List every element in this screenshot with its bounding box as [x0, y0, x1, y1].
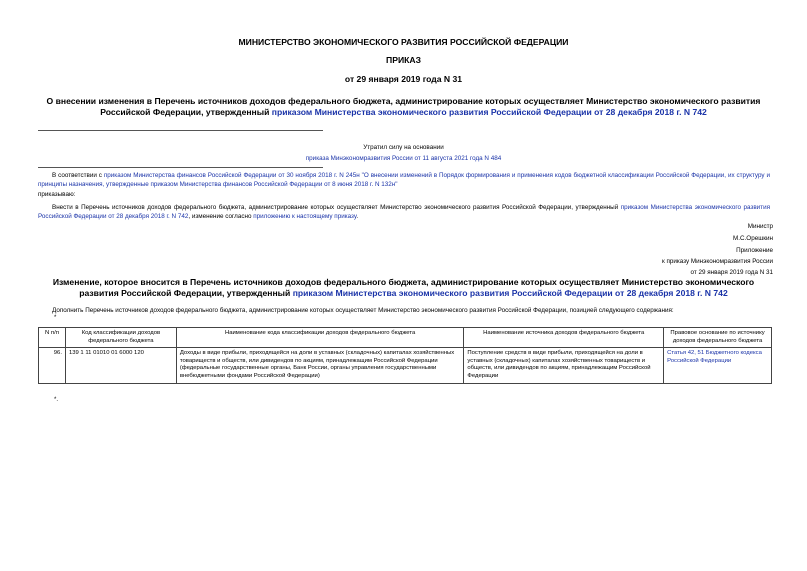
table-header-row	[39, 328, 772, 348]
cell-code: 139 1 11 01010 01 6000 120	[65, 348, 176, 383]
status-divider	[38, 167, 323, 168]
header-legal-basis: Правовое основание по источнику доходов федерального бюджета	[664, 328, 772, 348]
footnote-marker: *.	[54, 397, 59, 403]
table-row	[39, 348, 772, 383]
appendix-title-link[interactable]: приказом Министерства экономического развития Российской Федерации от 28 декабря 2018 г. N 742	[292, 288, 728, 298]
signature-block	[733, 222, 773, 243]
repeal-order-link[interactable]: приказа Минэкономразвития России от 11 августа 2021 года N 484	[305, 155, 502, 162]
ministry-heading: МИНИСТЕРСТВО ЭКОНОМИЧЕСКОГО РАЗВИТИЯ РОССИЙСКОЙ ФЕДЕРАЦИИ	[238, 37, 569, 47]
repeal-status	[200, 143, 607, 163]
body-text-1: Внести в Перечень источников доходов федерального бюджета, администрирование которых осуществляет Министерство экономического развития Российской Федерации, утвержденный	[52, 204, 621, 211]
appendix-title	[34, 277, 773, 299]
preamble-paragraph	[38, 171, 770, 189]
doc-type-heading: ПРИКАЗ	[386, 55, 421, 65]
preamble-text: В соответствии с	[52, 172, 104, 179]
cell-code-name: Доходы в виде прибыли, приходящейся на доли в уставных (складочных) капиталах хозяйственных товариществ и обществ, или дивидендов по акциям, принадлежащим Российской Федерации (федеральные государственные органы, Банк России, органы управления государственными внебюджетными фондами Российской Федерации)	[176, 348, 464, 383]
body-order-link[interactable]: приказом Министерства экономического развития Российской Федерации от 28 декабря 2018 г. N 742	[38, 204, 770, 221]
appendix-ref-line2: к приказу Минэкономразвития России	[661, 258, 773, 265]
appendix-link[interactable]: приложению к настоящему приказу	[253, 213, 357, 221]
doc-date-heading: от 29 января 2019 года N 31	[344, 74, 463, 84]
cell-number: 96.	[39, 348, 66, 383]
title-order-link[interactable]: приказом Министерства экономического развития Российской Федерации от 28 декабря 2018 г. N 742	[271, 107, 707, 117]
repeal-status-text: Утратил силу на основании	[363, 144, 444, 151]
document-title	[45, 96, 762, 118]
finance-order-link[interactable]: приказом Министерства финансов Российской Федерации от 30 ноября 2018 г. N 245н "О внесении изменений в Порядок формирования и применения кодов бюджетной классификации Российской Федерации, их структуру и принципы назначения, утвержденные приказом Министерства финансов Российской Федерации от 8 июня 2018 г. N 132н"	[38, 172, 771, 189]
title-divider	[38, 130, 323, 131]
cell-legal-link[interactable]: Статья 42, 51 Бюджетного кодекса Российской Федерации	[664, 348, 772, 383]
appendix-ref-line3: от 29 января 2019 года N 31	[690, 269, 773, 276]
body-text-3: .	[356, 213, 359, 221]
document-title-text: О внесении изменения в Перечень источников доходов федерального бюджета, администрирование которых осуществляет Министерство экономического развития Российской Федерации, утвержденный	[46, 96, 761, 117]
intro-asterisk: *	[54, 315, 57, 321]
body-paragraph	[38, 203, 770, 221]
header-source-name: Наименование источника доходов федерального бюджета	[464, 328, 664, 348]
cell-source-name: Поступление средств в виде прибыли, приходящейся на доли в уставных (складочных) капиталах хозяйственных товариществ и обществ, или дивидендов по акциям, принадлежащим Российской Федерации	[464, 348, 664, 383]
appendix-intro: Дополнить Перечень источников доходов федерального бюджета, администрирование которых осуществляет Министерство экономического развития Российской Федерации, позицией следующего содержания:	[52, 307, 674, 314]
body-text-2: , изменение согласно	[188, 213, 254, 221]
signature-role: Министр	[747, 223, 773, 230]
header-code: Код классификации доходов федерального бюджета	[65, 328, 176, 348]
order-word: приказываю:	[38, 191, 76, 198]
appendix-ref-line1: Приложение	[736, 247, 773, 254]
appendix-reference	[662, 246, 773, 277]
revenue-table	[38, 327, 772, 384]
appendix-title-text: Изменение, которое вносится в Перечень источников доходов федерального бюджета, администрирование которых осуществляет Министерство экономического развития Российской Федерации, утвержденный	[52, 277, 755, 298]
header-code-name: Наименование кода классификации доходов федерального бюджета	[176, 328, 464, 348]
signature-name: М.С.Орешкин	[733, 235, 773, 242]
header-number: N п/п	[39, 328, 66, 348]
